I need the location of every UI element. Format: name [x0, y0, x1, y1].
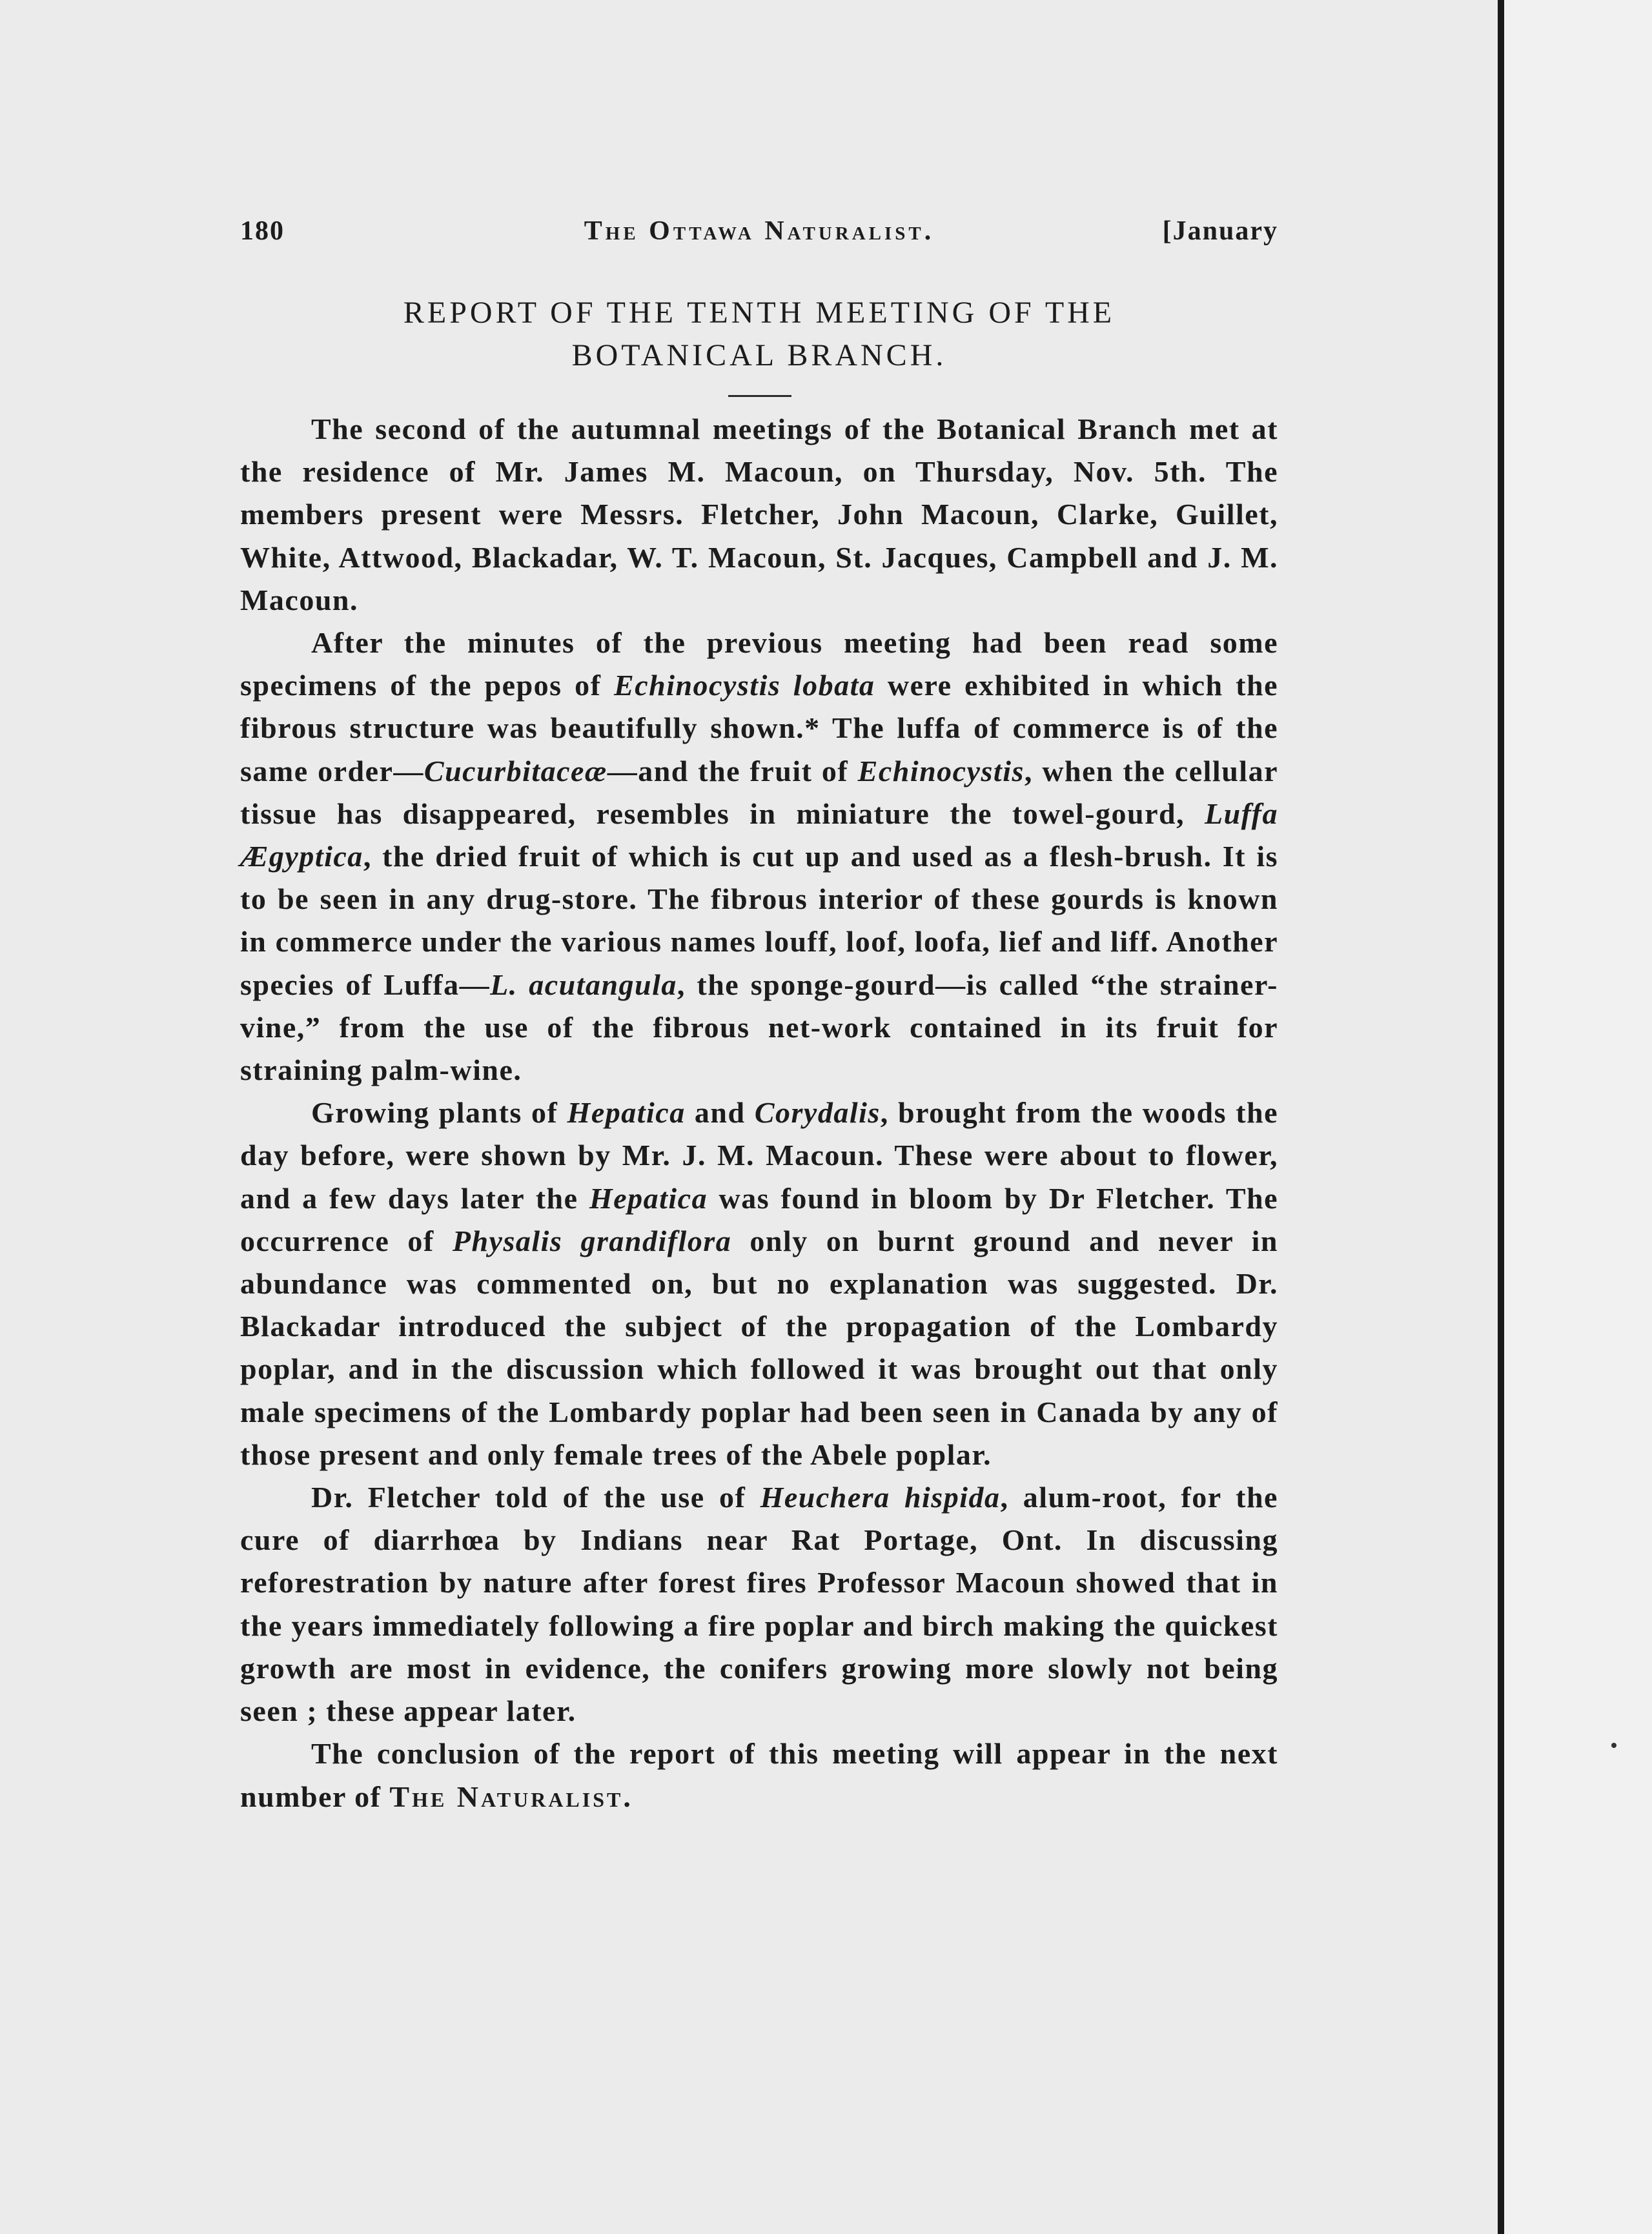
text-run: —and the fruit of [607, 754, 858, 787]
text-run: Dr. Fletcher told of the use of [311, 1481, 760, 1514]
text-run: , brought from the woods the day before, were shown by Mr. J. M. Macoun. These were about to flower, and a few days later the [240, 1096, 1279, 1215]
text-run: , alum-root, for the cure of diarrhœa by Indians near Rat Portage, Ont. In discussing reforestration by nature after forest fires Professor Macoun showed that in the years immediately following a fire poplar and birch making the quickest growth are most in evidence, the conifers growing more slowly not being seen ; these appear later. [240, 1481, 1278, 1728]
paragraph [240, 1732, 1278, 1818]
italic-term: Corydalis [754, 1096, 881, 1130]
italic-term: Luffa Ægyptica [240, 797, 1278, 873]
text-run: After the minutes of the previous meeting had been read some specimens of the pepos of [240, 626, 1278, 702]
journal-title: The Ottawa Naturalist. [584, 216, 935, 246]
issue-month: [January [1162, 216, 1278, 246]
italic-term: Cucurbitaceæ [423, 754, 607, 787]
text-run: The conclusion of the report of this meeting will appear in the next number of [240, 1737, 1278, 1813]
text-run: was found in bloom by Dr Fletcher. The occurrence of [240, 1181, 1278, 1257]
gutter-line [1498, 0, 1504, 2234]
italic-term: Hepatica [567, 1096, 686, 1130]
article-title-line-1: REPORT OF THE TENTH MEETING OF THE [403, 296, 1116, 330]
italic-term: Echinocystis [857, 754, 1025, 787]
stray-mark [1611, 1743, 1616, 1748]
article-body [240, 408, 1278, 1818]
text-run: , the dried fruit of which is cut up and used as a flesh-brush. It is to be seen in any drug-store. The fibrous interior of these gourds is known in commerce under the various names louff, loof, loofa, lief and liff. Another species of Luffa— [240, 840, 1278, 1001]
journal-name: The Naturalist. [389, 1780, 633, 1813]
italic-term: Echinocystis lobata [614, 669, 875, 702]
text-run: only on burnt ground and never in abundance was commented on, but no explanation was suggested. Dr. Blackadar introduced the subject of the propagation of the Lombardy poplar, and in the discussion which followed it was brought out that only male specimens of the Lombardy poplar had been seen in Canada by any of those present and only female trees of the Abele poplar. [240, 1224, 1278, 1471]
italic-term: Heuchera hispida [760, 1481, 1001, 1514]
article-title-line-2: BOTANICAL BRANCH. [571, 338, 947, 372]
text-run: The second of the autumnal meetings of the Botanical Branch met at the residence of Mr. James M. Macoun, on Thursday, Nov. 5th. The members present were Messrs. Fletcher, John Macoun, Clarke, Guillet, White, Attwood, Blackadar, W. T. Macoun, St. Jacques, Campbell and J. M. Macoun. [240, 412, 1278, 616]
italic-term: L. acutangula [490, 968, 677, 1001]
title-rule [728, 395, 791, 397]
page-number: 180 [240, 216, 285, 246]
article-title [240, 292, 1278, 377]
text-run: were exhibited in which the fibrous structure was beautifully shown.* The luffa of commerce is of the same order— [240, 669, 1278, 787]
italic-term: Hepatica [589, 1181, 708, 1215]
text-run: Growing plants of [311, 1096, 567, 1130]
paragraph [240, 1476, 1278, 1732]
italic-term: Physalis grandiflora [452, 1224, 732, 1257]
text-run: and [685, 1096, 755, 1130]
facing-page-edge [1498, 0, 1652, 2234]
paragraph [240, 1092, 1278, 1476]
text-run: , when the cellular tissue has disappeared, resembles in miniature the towel-gourd, [240, 754, 1278, 830]
text-run: , the sponge-gourd—is called “the strainer-vine,” from the use of the fibrous net-work contained in its fruit for straining palm-wine. [240, 968, 1278, 1087]
running-head [240, 216, 1278, 261]
paragraph [240, 622, 1278, 1092]
paragraph [240, 408, 1278, 622]
